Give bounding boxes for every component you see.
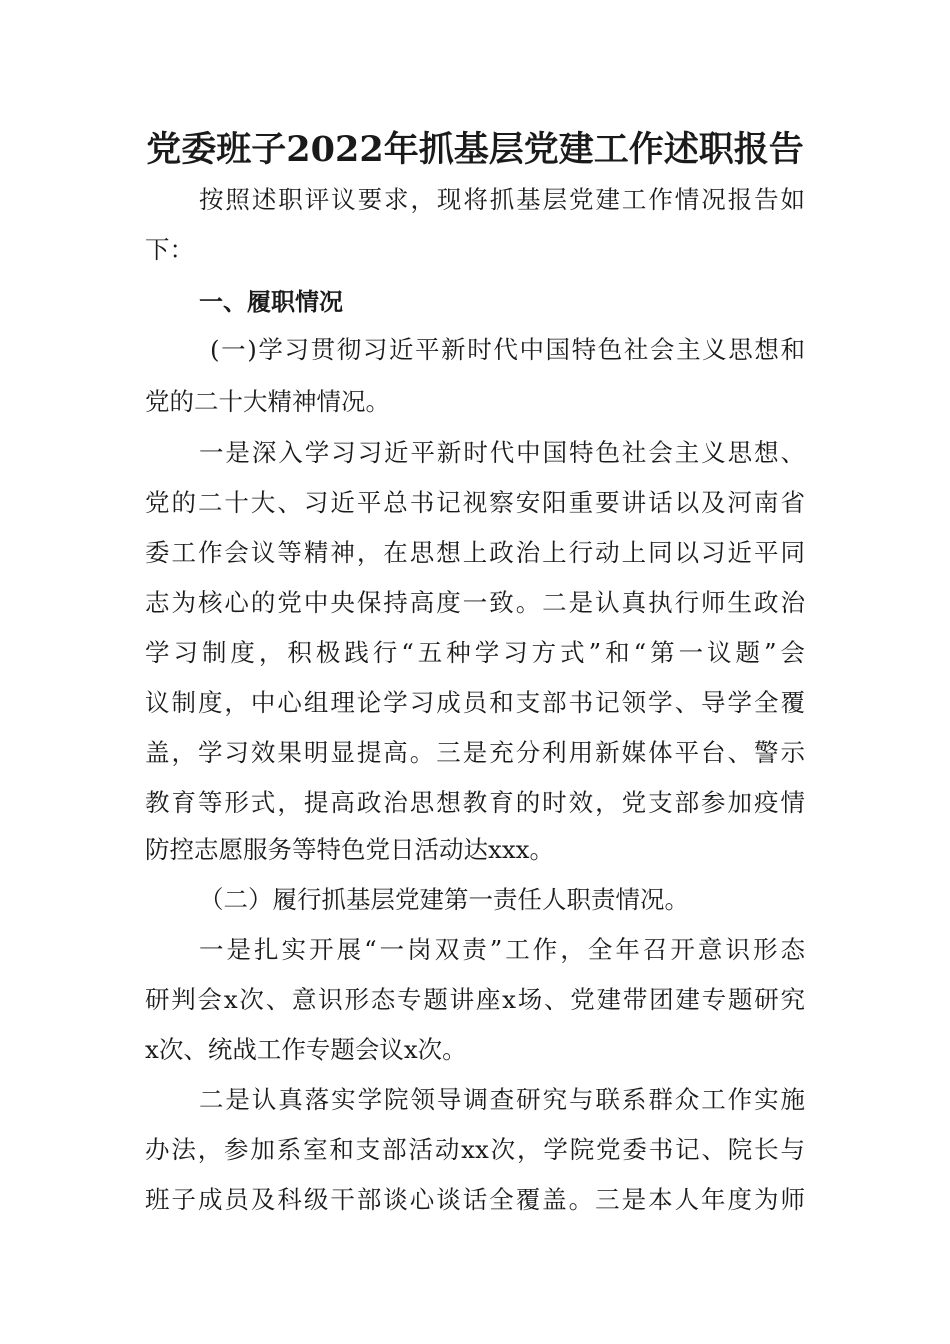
subsection-heading: (一)学习贯彻习近平新时代中国特色社会主义思想和 [210, 335, 805, 364]
document-title: 党委班子2022年抓基层党建工作述职报告 [146, 129, 804, 170]
section-heading: 一、履职情况 [199, 288, 343, 316]
paragraph-line: 办法，参加系室和支部活动xx次，学院党委书记、院长与 [145, 1135, 805, 1164]
paragraph-line: 下： [145, 235, 194, 264]
paragraph-line: 二是认真落实学院领导调查研究与联系群众工作实施 [199, 1085, 805, 1114]
paragraph-line: 盖，学习效果明显提高。三是充分利用新媒体平台、警示 [145, 738, 805, 767]
paragraph-line: x次、统战工作专题会议x次。 [145, 1035, 467, 1064]
paragraph-line: 班子成员及科级干部谈心谈话全覆盖。三是本人年度为师 [145, 1185, 805, 1214]
paragraph-line: 教育等形式，提高政治思想教育的时效，党支部参加疫情 [145, 788, 805, 817]
subsection-heading: 党的二十大精神情况。 [145, 387, 390, 416]
paragraph-line: 研判会x次、意识形态专题讲座x场、党建带团建专题研究 [145, 985, 805, 1014]
paragraph-line: 党的二十大、习近平总书记视察安阳重要讲话以及河南省 [145, 488, 805, 517]
subsection-heading: （二）履行抓基层党建第一责任人职责情况。 [199, 885, 689, 914]
paragraph-line: 学习制度，积极践行“五种学习方式”和“第一议题”会 [145, 638, 805, 667]
paragraph-line: 一是深入学习习近平新时代中国特色社会主义思想、 [199, 438, 805, 467]
paragraph-line: 一是扎实开展“一岗双责”工作，全年召开意识形态 [199, 935, 805, 964]
paragraph-line: 委工作会议等精神，在思想上政治上行动上同以习近平同 [145, 538, 805, 567]
paragraph-line: 防控志愿服务等特色党日活动达xxx。 [145, 835, 554, 864]
paragraph-line: 按照述职评议要求，现将抓基层党建工作情况报告如 [199, 185, 805, 214]
paragraph-line: 志为核心的党中央保持高度一致。二是认真执行师生政治 [145, 588, 805, 617]
paragraph-line: 议制度，中心组理论学习成员和支部书记领学、导学全覆 [145, 688, 805, 717]
